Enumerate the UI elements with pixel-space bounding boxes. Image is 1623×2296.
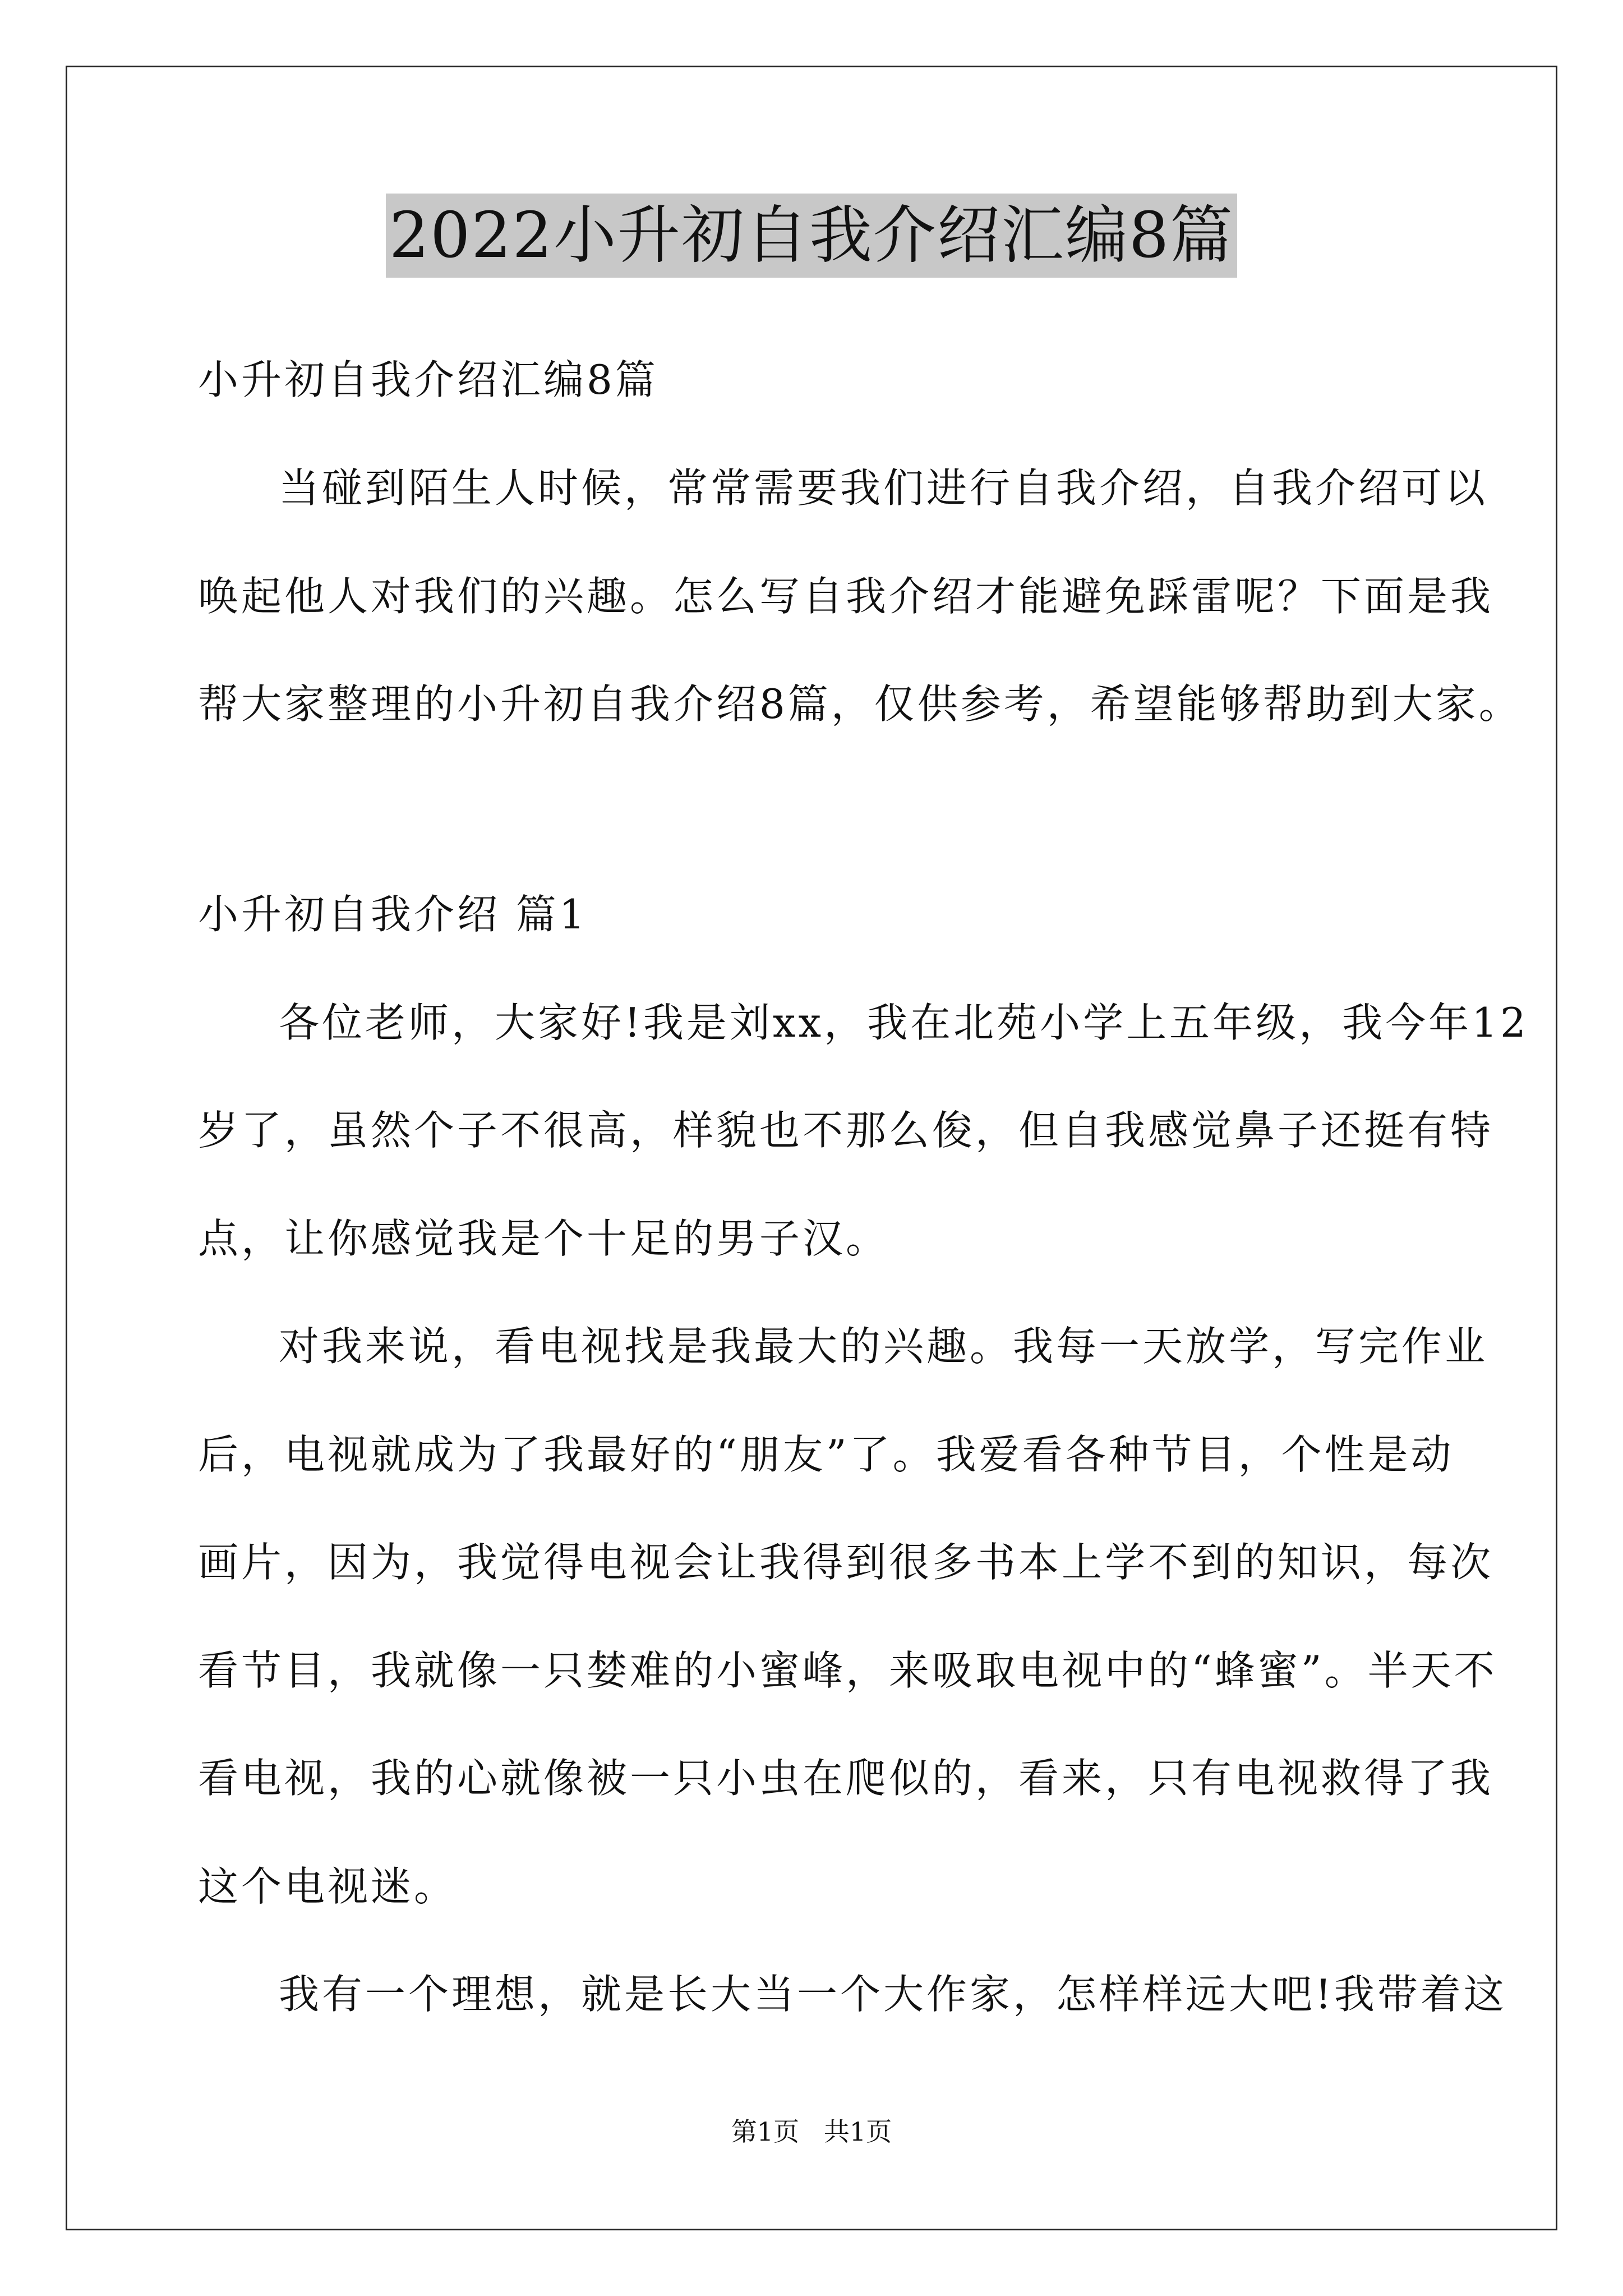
title-container bbox=[0, 194, 1623, 278]
document-title: 2022小升初自我介绍汇编8篇 bbox=[386, 194, 1237, 278]
subtitle: 小升初自我介绍汇编8篇 bbox=[198, 356, 658, 403]
paragraph3-line-1: 我有一个理想，就是长大当一个大作家，怎样样远大吧!我带着这 bbox=[279, 1971, 1507, 2018]
intro-line-1: 当碰到陌生人时候，常常需要我们进行自我介绍，自我介绍可以 bbox=[279, 464, 1488, 512]
section-heading: 小升初自我介绍 篇1 bbox=[198, 891, 588, 938]
paragraph2-line-1: 对我来说，看电视找是我最大的兴趣。我每一天放学，写完作业 bbox=[279, 1323, 1488, 1370]
paragraph1-line-2: 岁了，虽然个子不很高，样貌也不那么俊，但自我感觉鼻子还挺有特 bbox=[198, 1107, 1494, 1154]
paragraph2-line-4: 看节目，我就像一只婪难的小蜜峰，来吸取电视中的“蜂蜜”。半天不 bbox=[198, 1647, 1497, 1694]
paragraph2-line-2: 后，电视就成为了我最好的“朋友”了。我爱看各种节目，个性是动 bbox=[198, 1431, 1454, 1478]
paragraph2-line-6: 这个电视迷。 bbox=[198, 1863, 458, 1910]
paragraph2-line-3: 画片，因为，我觉得电视会让我得到很多书本上学不到的知识，每次 bbox=[198, 1539, 1494, 1586]
page-footer: 第1页 共1页 bbox=[731, 2116, 892, 2147]
paragraph1-line-1: 各位老师，大家好!我是刘xx，我在北苑小学上五年级，我今年12 bbox=[279, 999, 1529, 1046]
paragraph2-line-5: 看电视，我的心就像被一只小虫在爬似的，看来，只有电视救得了我 bbox=[198, 1755, 1494, 1802]
intro-line-3: 帮大家整理的小升初自我介绍8篇，仅供参考，希望能够帮助到大家。 bbox=[198, 680, 1522, 728]
paragraph1-line-3: 点，让你感觉我是个十足的男子汉。 bbox=[198, 1215, 889, 1262]
intro-line-2: 唤起他人对我们的兴趣。怎么写自我介绍才能避免踩雷呢？下面是我 bbox=[198, 573, 1494, 620]
